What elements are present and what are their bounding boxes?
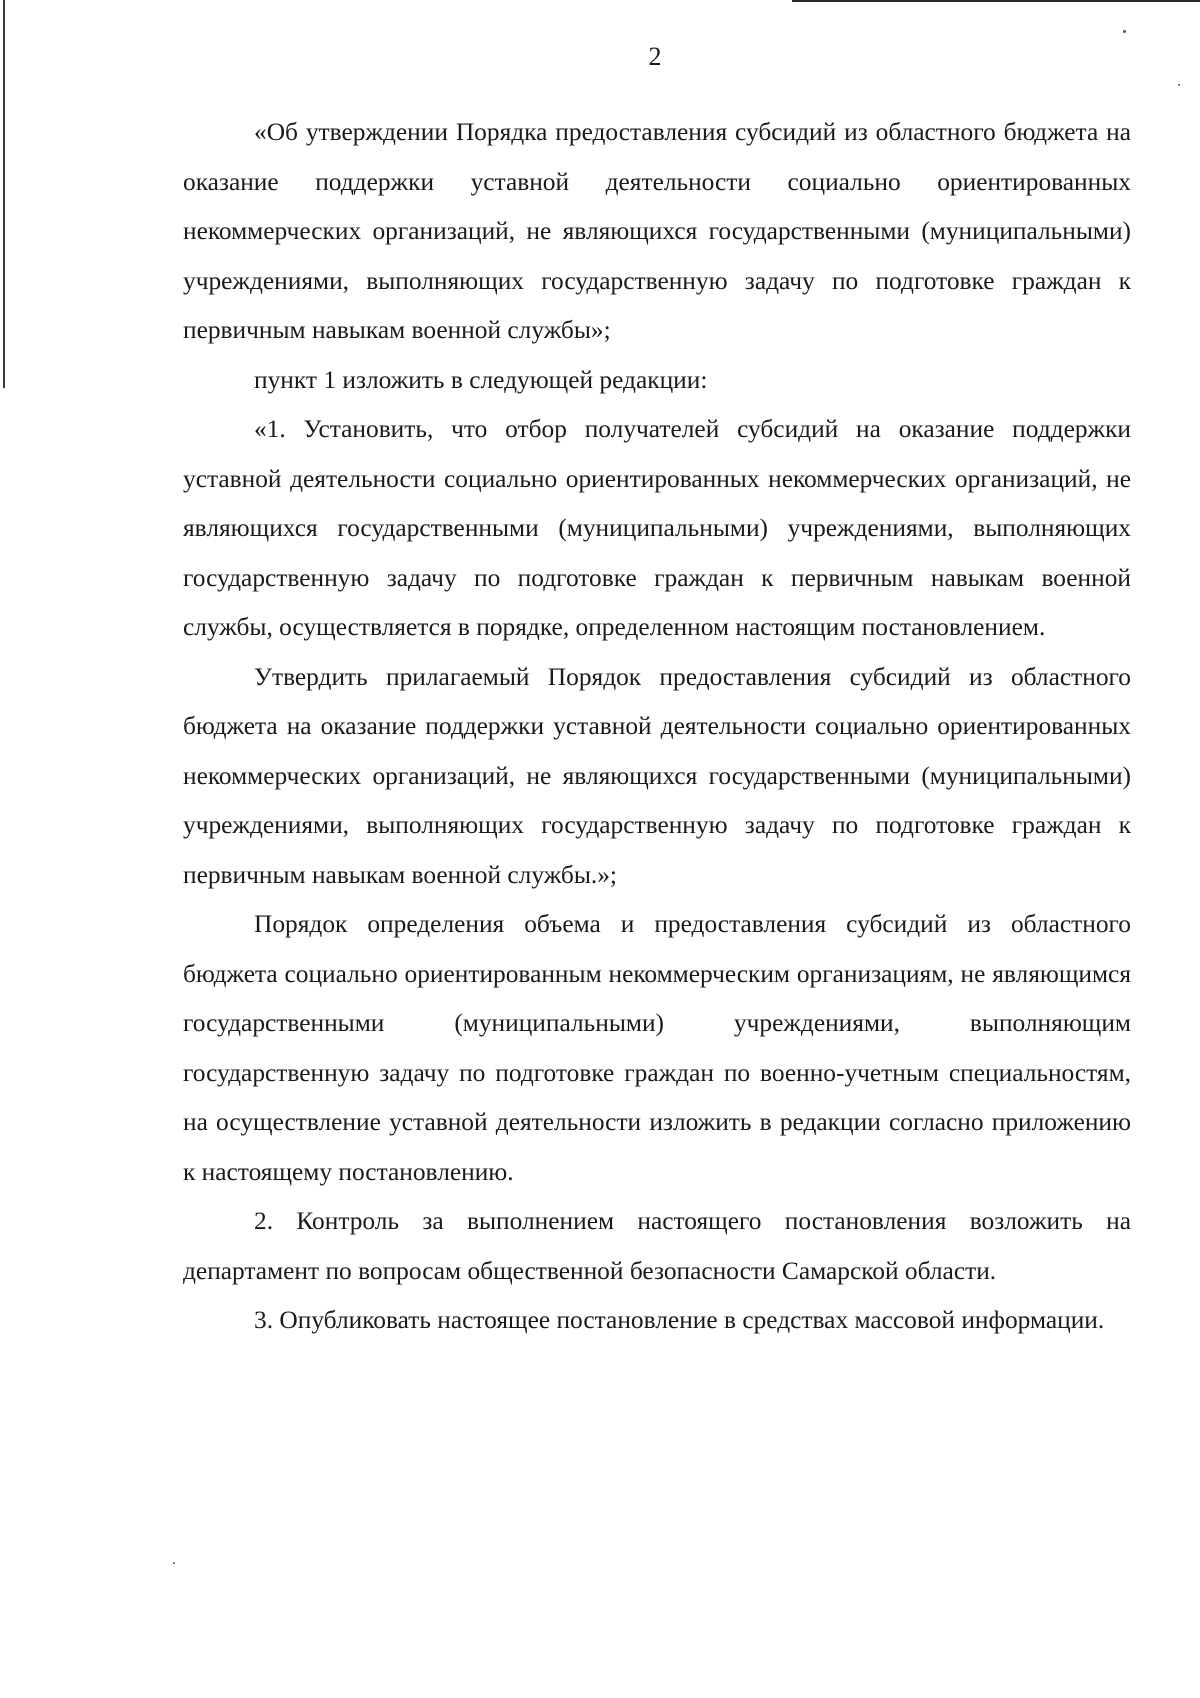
paragraph-resolution-title: «Об утверждении Порядка предоставления субсидий из областного бюджета на оказание поддержки уставной деятельности социально ориентированных некоммерческих организаций, не являющихся государственными (муниципальными) учреждениями, выполняющих государственную задачу по подготовке граждан к первичным навыкам военной службы»; — [183, 118, 1131, 344]
scan-speck — [173, 1562, 175, 1564]
paragraph-approve-procedure: Утвердить прилагаемый Порядок предоставления субсидий из областного бюджета на оказание поддержки уставной деятельности социально ориентированных некоммерческих организаций, не являющихся государственными (муниципальными) учреждениями, выполняющих государственную задачу по подготовке граждан к первичным навыкам военной службы.»; — [183, 662, 1131, 889]
paragraph-clause-2: 2. Контроль за выполнением настоящего постановления возложить на департамент по вопросам общественной безопасности Самарской области. — [183, 1207, 1131, 1285]
paragraph-clause-3: 3. Опубликовать настоящее постановление в средствах массовой информации. — [254, 1306, 1105, 1334]
scan-speck — [1123, 30, 1126, 33]
paragraph-clause-1: «1. Установить, что отбор получателей субсидий на оказание поддержки уставной деятельности социально ориентированных некоммерческих организаций, не являющихся государственными (муниципальными) учреждениями, выполняющих государственную задачу по подготовке граждан к первичным навыкам военной службы, осуществляется в порядке, определенном настоящим постановлением. — [183, 415, 1131, 641]
page-number: 2 — [648, 42, 662, 71]
paragraph-procedure-amendment: Порядок определения объема и предоставления субсидий из областного бюджета социально ориентированным некоммерческим организациям, не являющимся государственными (муниципальными) учреждениями, выполняющим государственную задачу по подготовке граждан по военно-учетным специальностям, на осуществление уставной деятельности изложить в редакции согласно приложению к настоящему постановлению. — [183, 910, 1131, 1186]
paragraph-clause-intro: пункт 1 изложить в следующей редакции: — [254, 365, 708, 394]
document-body — [183, 108, 1131, 1346]
scan-edge-line-top — [792, 0, 1200, 2]
scan-speck — [1178, 84, 1180, 86]
